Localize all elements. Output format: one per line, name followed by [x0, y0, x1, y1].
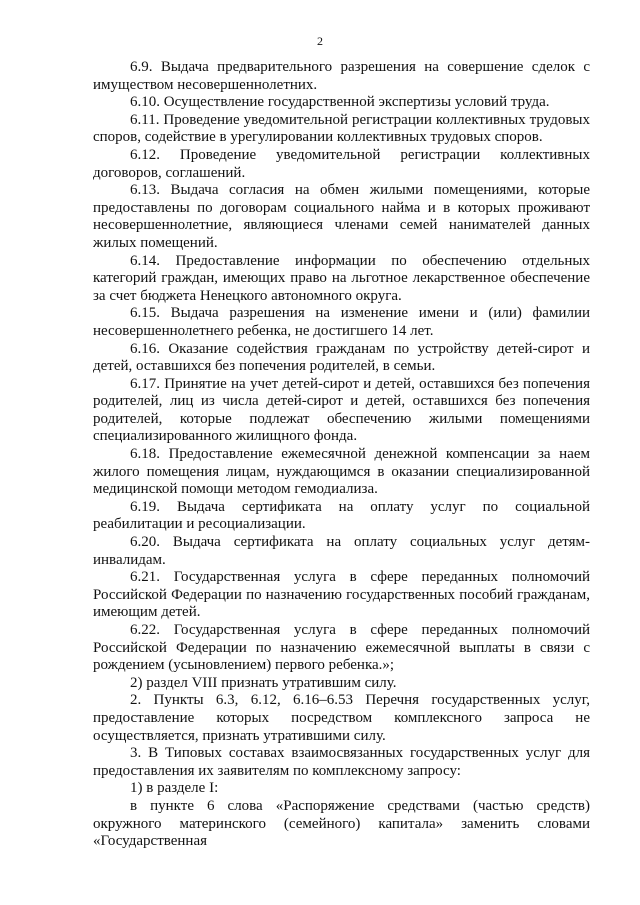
paragraph-6-18: 6.18. Предоставление ежемесячной денежной компенсации за наем жилого помещения лицам, нуждающимся в оказании специализированной медицинской помощи методом гемодиализа. [93, 446, 590, 498]
paragraph-point-6-amendment: в пункте 6 слова «Распоряжение средствами (частью средств) окружного материнского (семейного) капитала» заменить словами «Государственная [93, 797, 590, 850]
paragraph-point-3: 3. В Типовых составах взаимосвязанных государственных услуг для предоставления их заявителям по комплексному запросу: [93, 745, 590, 779]
paragraph-6-22: 6.22. Государственная услуга в сфере переданных полномочий Российской Федерации по назначению ежемесячной выплаты в связи с рождением (усыновлением) первого ребенка.»; [93, 622, 590, 674]
paragraph-6-9: 6.9. Выдача предварительного разрешения на совершение сделок с имуществом несовершеннолетних. [93, 59, 590, 93]
page-number: 2 [317, 34, 323, 48]
paragraph-6-17: 6.17. Принятие на учет детей-сирот и детей, оставшихся без попечения родителей, лиц из числа детей-сирот и детей, оставшихся без попечения родителей, которые подлежат обеспечению жилыми помещениями специализированного жилищного фонда. [93, 375, 590, 445]
paragraph-6-16: 6.16. Оказание содействия гражданам по устройству детей-сирот и детей, оставшихся без попечения родителей, в семьи. [93, 340, 590, 375]
paragraph-6-15: 6.15. Выдача разрешения на изменение имени и (или) фамилии несовершеннолетнего ребенка, не достигшего 14 лет. [93, 305, 590, 339]
paragraph-6-11: 6.11. Проведение уведомительной регистрации коллективных трудовых споров, содействие в урегулировании коллективных трудовых споров. [93, 111, 590, 146]
paragraph-item-1-section-i: 1) в разделе I: [130, 780, 219, 797]
paragraph-point-2: 2. Пункты 6.3, 6.12, 6.16–6.53 Перечня государственных услуг, предоставление которых посредством комплексного запроса не осуществляется, признать утратившими силу. [93, 692, 590, 744]
paragraph-6-21: 6.21. Государственная услуга в сфере переданных полномочий Российской Федерации по назначению государственных пособий гражданам, имеющим детей. [93, 569, 590, 621]
paragraph-6-10: 6.10. Осуществление государственной экспертизы условий труда. [130, 94, 550, 111]
document-body [93, 59, 590, 851]
paragraph-6-13: 6.13. Выдача согласия на обмен жилыми помещениями, которые предоставлены по договорам социального найма и в которых проживают несовершеннолетние, являющиеся членами семей нанимателей данных жилых помещений. [93, 182, 590, 251]
paragraph-6-20: 6.20. Выдача сертификата на оплату социальных услуг детям-инвалидам. [93, 534, 590, 568]
paragraph-6-14: 6.14. Предоставление информации по обеспечению отдельных категорий граждан, имеющих право на льготное лекарственное обеспечение за счет бюджета Ненецкого автономного округа. [93, 252, 590, 304]
paragraph-6-12: 6.12. Проведение уведомительной регистрации коллективных договоров, соглашений. [93, 146, 590, 181]
paragraph-6-19: 6.19. Выдача сертификата на оплату услуг по социальной реабилитации и ресоциализации. [93, 498, 590, 533]
paragraph-item-2-section-viii: 2) раздел VIII признать утратившим силу. [130, 674, 397, 691]
